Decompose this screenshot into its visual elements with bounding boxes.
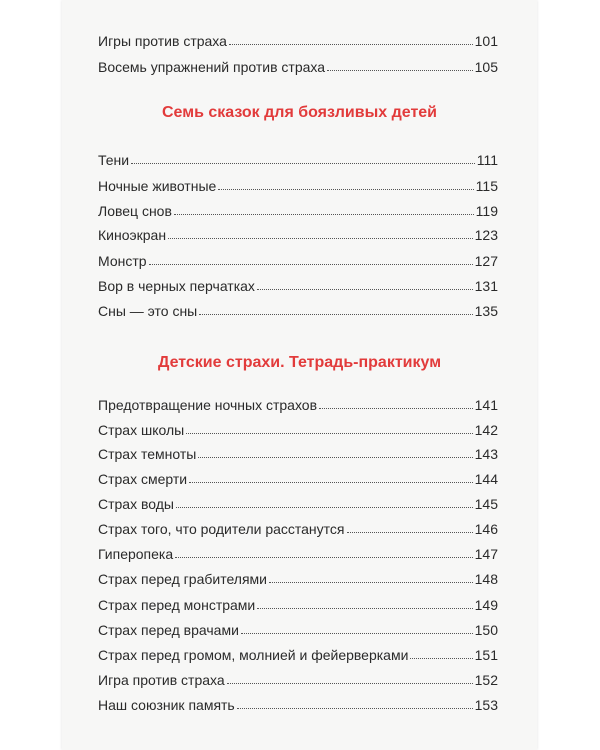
toc-entry [98, 439, 498, 463]
toc-entry-page: 147 [474, 546, 498, 562]
toc-entry-page: 144 [474, 471, 498, 487]
dot-leader [257, 289, 473, 290]
section-heading: Детские страхи. Тетрадь-практикум [157, 354, 442, 371]
toc-entry [98, 464, 498, 488]
toc-entry-page: 135 [474, 303, 498, 319]
section-heading: Семь сказок для боязливых детей [161, 104, 438, 121]
toc-entry-title: Наш союзник память [98, 697, 235, 713]
toc-entry-page: 143 [474, 446, 498, 462]
dot-leader [269, 582, 473, 583]
toc-entry [98, 52, 498, 76]
toc-entry-title: Тени [98, 152, 130, 168]
toc-entry [98, 415, 498, 439]
toc-entry-title: Страх перед монстрами [98, 597, 256, 613]
toc-entry-title: Страх школы [98, 422, 185, 438]
toc-entry-page: 150 [474, 622, 498, 638]
toc-entry-page: 153 [474, 697, 498, 713]
toc-entry [98, 665, 498, 689]
dot-leader [189, 482, 473, 483]
toc-entry-page: 127 [474, 253, 498, 269]
toc-entry-page: 115 [475, 178, 498, 194]
dot-leader [237, 708, 473, 709]
toc-entry-title: Страх перед громом, молнией и фейерверками [98, 647, 409, 663]
toc-entry [98, 296, 498, 320]
toc-entry-title: Вор в черных перчатках [98, 278, 255, 294]
dot-leader [131, 163, 475, 164]
toc-entry-title: Киноэкран [98, 227, 167, 243]
toc-entry [98, 246, 498, 270]
toc-entry-title: Гиперопека [98, 546, 174, 562]
dot-leader [149, 264, 473, 265]
toc-entry-title: Страх смерти [98, 471, 188, 487]
dot-leader [241, 633, 473, 634]
toc-entry-page: 111 [476, 152, 498, 168]
toc-entry-page: 145 [474, 496, 498, 512]
toc-entry-page: 151 [474, 647, 498, 663]
toc-entry-page: 142 [474, 422, 498, 438]
dot-leader [227, 683, 473, 684]
toc-entry-title: Страх воды [98, 496, 174, 512]
dot-leader [327, 70, 473, 71]
toc-entry-page: 141 [474, 397, 498, 413]
toc-entry-title: Страх перед грабителями [98, 571, 267, 587]
toc-entry [98, 640, 498, 664]
toc-entry [98, 196, 498, 220]
toc-entry-page: 148 [474, 571, 498, 587]
dot-leader [174, 214, 474, 215]
toc-entry [98, 220, 498, 244]
toc-entry-title: Страх того, что родители расстанутся [98, 521, 345, 537]
toc-entry [98, 539, 498, 563]
dot-leader [218, 189, 473, 190]
toc-entry-page: 131 [474, 278, 498, 294]
toc-entry [98, 171, 498, 195]
dot-leader [347, 532, 473, 533]
toc-entry-title: Ночные животные [98, 178, 217, 194]
toc-entry [98, 690, 498, 714]
dot-leader [176, 507, 473, 508]
toc-entry-title: Восемь упражнений против страха [98, 59, 326, 75]
toc-entry-title: Игра против страха [98, 672, 225, 688]
toc-entry [98, 390, 498, 414]
dot-leader [186, 433, 472, 434]
toc-entry [98, 564, 498, 588]
toc-entry [98, 615, 498, 639]
dot-leader [229, 44, 473, 45]
toc-entry-page: 149 [474, 597, 498, 613]
toc-entry-title: Ловец снов [98, 203, 172, 219]
toc-entry-page: 152 [474, 672, 498, 688]
dot-leader [198, 457, 472, 458]
toc-entry [98, 26, 498, 50]
toc-entry-page: 119 [475, 203, 498, 219]
dot-leader [410, 658, 472, 659]
toc-entry-title: Сны — это сны [98, 303, 198, 319]
toc-entry-page: 146 [474, 521, 498, 537]
toc-entry-page: 123 [474, 227, 498, 243]
toc-entry-title: Страх перед врачами [98, 622, 239, 638]
toc-entry [98, 489, 498, 513]
dot-leader [168, 238, 473, 239]
dot-leader [319, 408, 473, 409]
toc-entry [98, 514, 498, 538]
dot-leader [175, 557, 473, 558]
toc-entry-title: Предотвращение ночных страхов [98, 397, 318, 413]
toc-entry-page: 101 [474, 33, 498, 49]
toc-entry [98, 590, 498, 614]
dot-leader [199, 314, 472, 315]
toc-entry-page: 105 [474, 59, 498, 75]
toc-entry [98, 145, 498, 169]
dot-leader [257, 608, 472, 609]
toc-entry-title: Игры против страха [98, 33, 227, 49]
toc-entry [98, 271, 498, 295]
toc-entry-title: Монстр [98, 253, 147, 269]
toc-entry-title: Страх темноты [98, 446, 197, 462]
